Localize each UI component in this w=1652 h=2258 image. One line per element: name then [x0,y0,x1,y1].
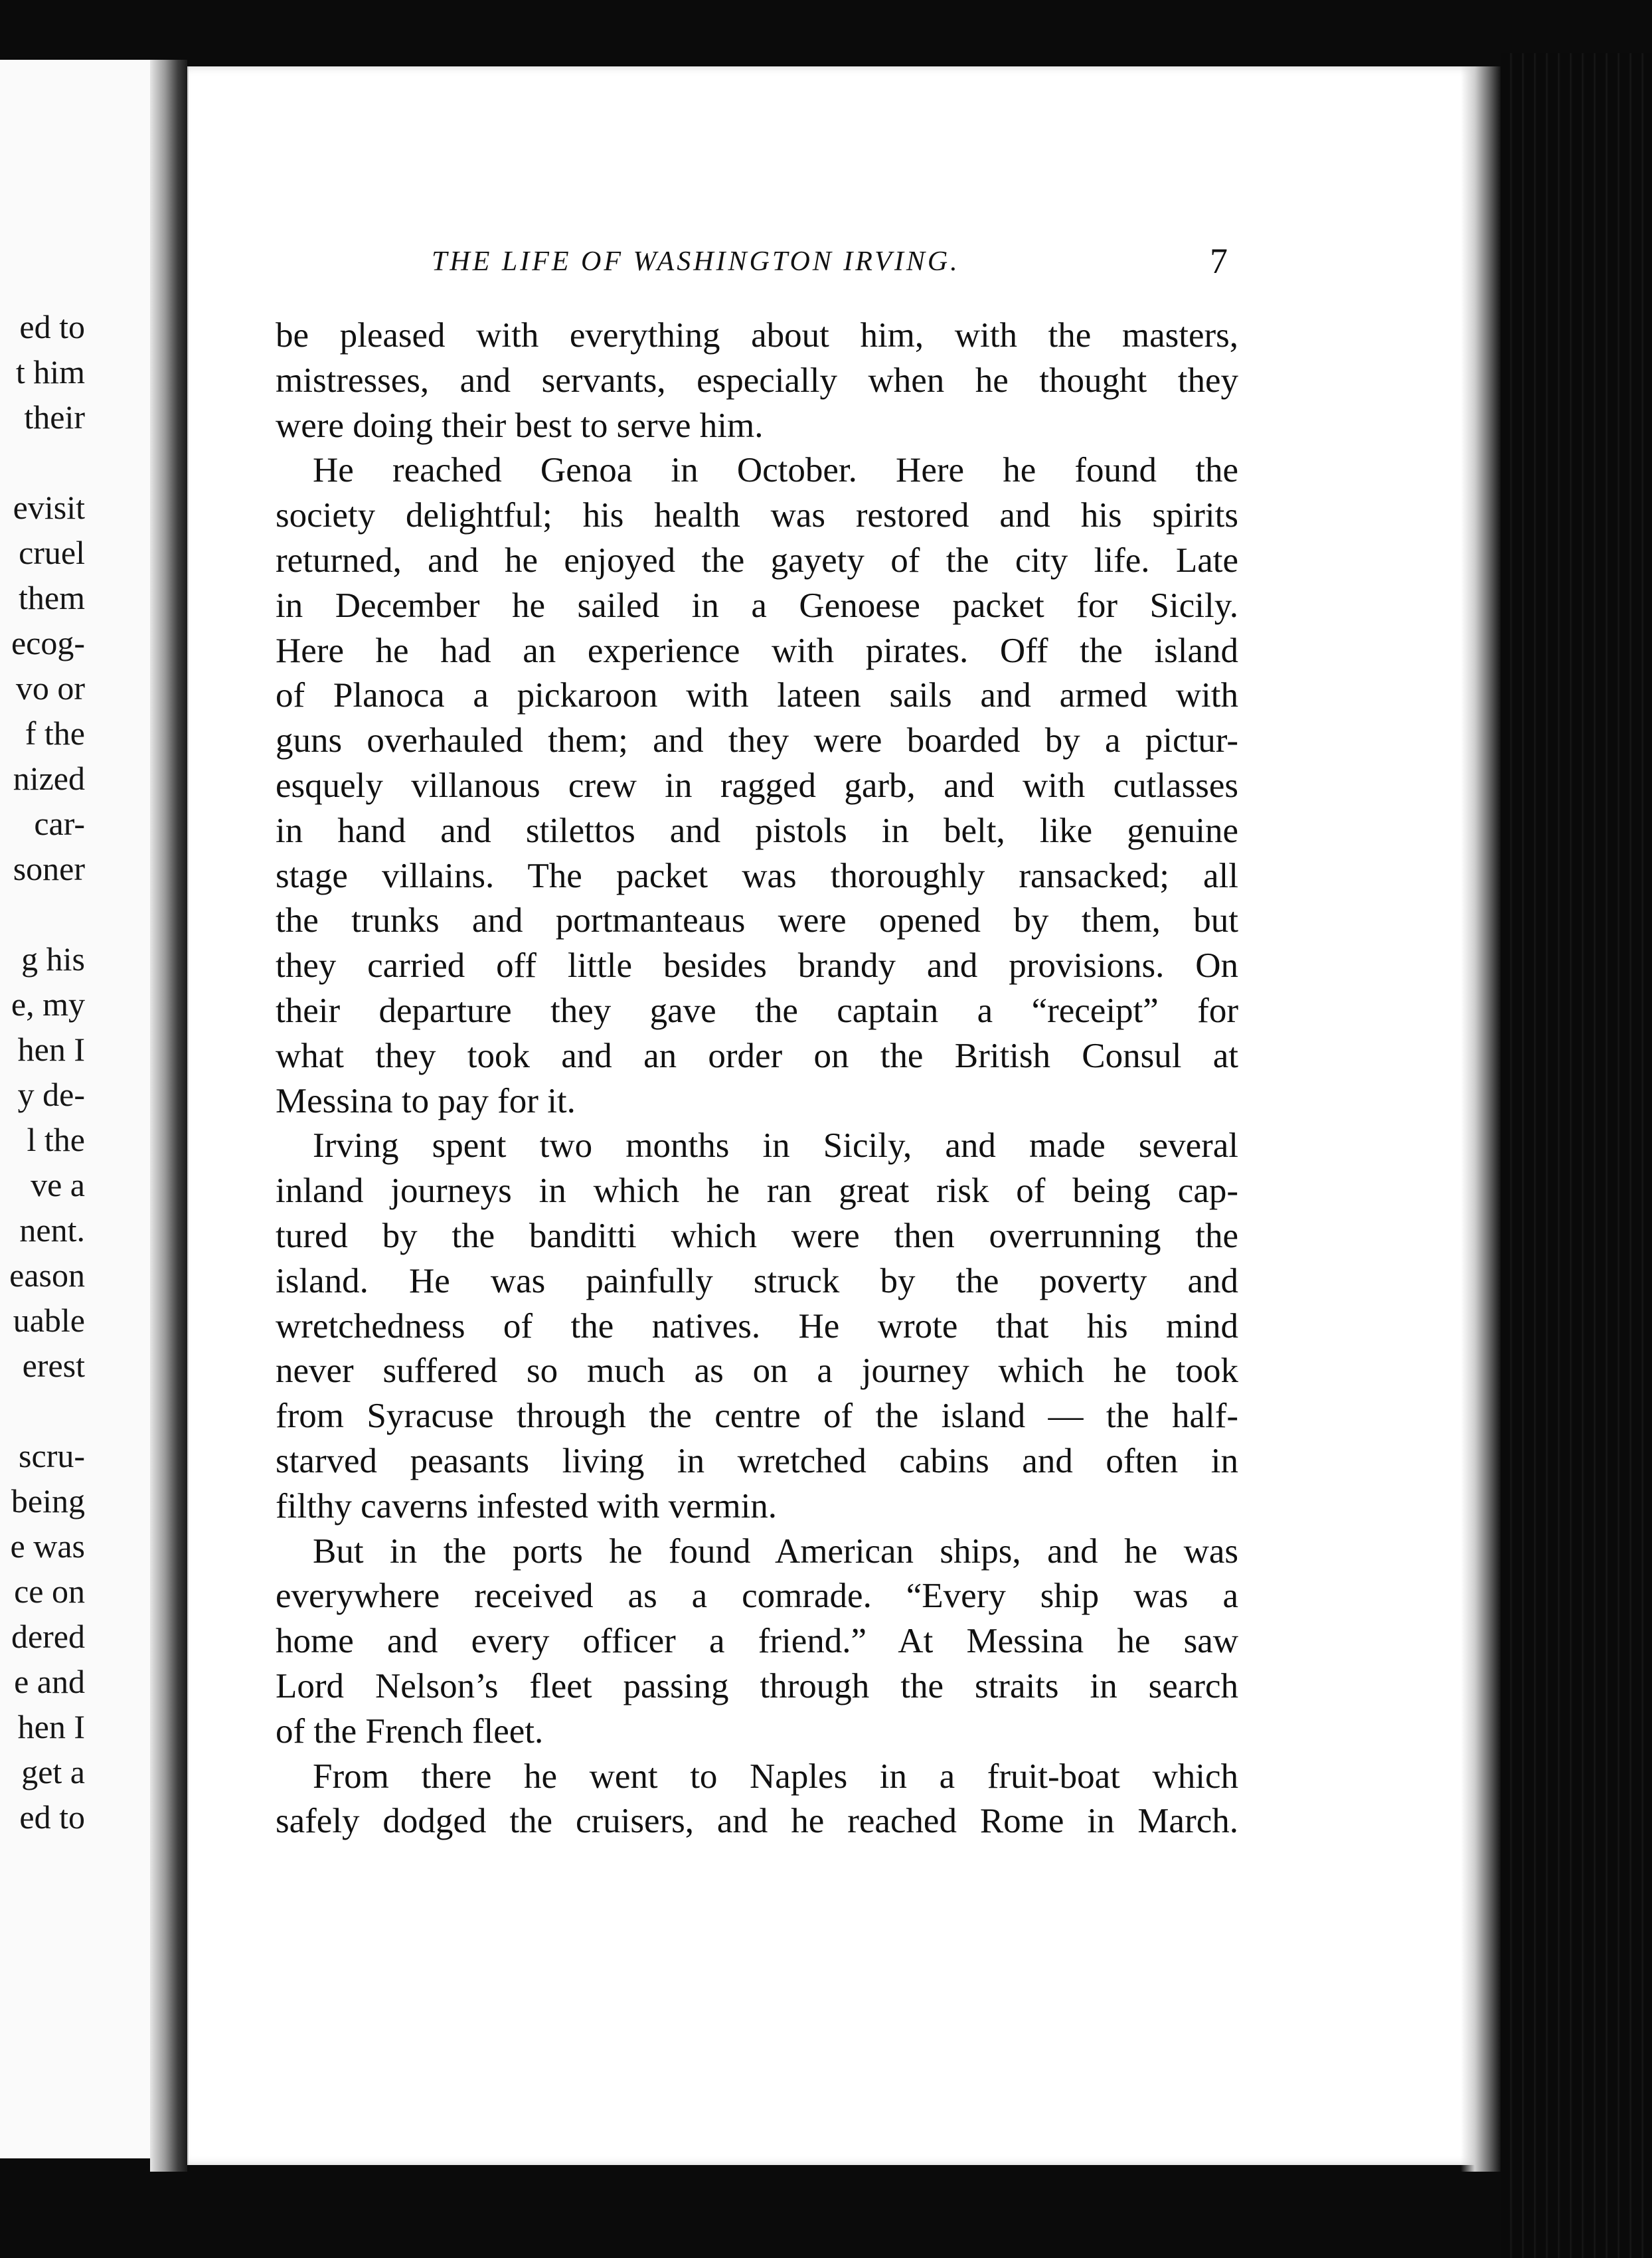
facing-page-line: soner [13,850,85,887]
page-edge-shadow [1461,66,1501,2172]
facing-page-line: g his [21,940,85,978]
text-line: society delightful; his health was restored and his spirits [276,496,1238,535]
book-gutter [150,60,187,2172]
text-line: He reached Genoa in October. Here he found the [313,451,1238,490]
text-line: everywhere received as a comrade. “Every ship was a [276,1577,1238,1616]
facing-page-line: eason [9,1257,85,1294]
text-line: But in the ports he found American ships, and he was [313,1531,1238,1571]
facing-page-line: e and [14,1663,85,1700]
text-line: starved peasants living in wretched cabins and often in [276,1441,1238,1480]
facing-page-line: e, my [11,986,85,1023]
facing-page-line: ed to [19,1798,85,1836]
facing-page-line: them [19,579,85,616]
text-line: wretchedness of the natives. He wrote that his mind [276,1306,1238,1346]
text-line: in hand and stilettos and pistols in belt, like genuine [276,811,1238,850]
running-title: THE LIFE OF WASHINGTON IRVING. [432,246,960,277]
text-line: esquely villanous crew in ragged garb, and with cutlasses [276,766,1238,805]
facing-page-line: ce on [14,1573,85,1610]
facing-page-line: nent. [19,1211,85,1249]
text-line: what they took and an order on the British Consul at [276,1036,1238,1075]
text-line: tured by the banditti which were then overrunning the [276,1216,1238,1255]
facing-page-line: being [11,1482,85,1520]
text-line: Here he had an experience with pirates. Off the island [276,631,1238,670]
facing-page-line: ecog- [11,624,85,661]
facing-page-line: hen I [17,1031,85,1068]
facing-page-line: f the [25,715,85,752]
text-line: From there he went to Naples in a fruit-boat which [313,1757,1238,1796]
text-line: filthy caverns infested with vermin. [276,1486,778,1525]
facing-page-line [0,891,85,936]
text-line: be pleased with everything about him, with the masters, [276,316,1238,355]
facing-page-line: get a [21,1753,85,1790]
text-line: their departure they gave the captain a “receipt” for [276,991,1238,1030]
text-line: were doing their best to serve him. [276,406,764,445]
facing-page-text [0,304,85,1840]
facing-page-line: their [24,398,85,436]
facing-page-line: l the [27,1121,85,1158]
text-line: Irving spent two months in Sicily, and made several [313,1126,1238,1166]
text-line: the trunks and portmanteaus were opened by them, but [276,901,1238,940]
text-line: of the French fleet. [276,1711,544,1751]
facing-page-line [0,440,85,485]
facing-page-line: y de- [17,1076,85,1113]
facing-page-line: scru- [19,1437,85,1474]
facing-page-line: uable [13,1302,85,1339]
text-line: stage villains. The packet was thoroughly ransacked; all [276,856,1238,895]
text-line: never suffered so much as on a journey which he took [276,1351,1238,1391]
facing-page-line [0,1388,85,1433]
scanner-background [1501,53,1652,2258]
text-line: Lord Nelson’s fleet passing through the straits in search [276,1666,1238,1705]
text-line: of Planoca a pickaroon with lateen sails and armed with [276,676,1238,715]
text-line: home and every officer a friend.” At Messina he saw [276,1622,1238,1661]
facing-page-line: car- [34,805,85,842]
text-line: inland journeys in which he ran great risk of being cap- [276,1172,1238,1211]
running-head [276,241,1238,286]
text-line: from Syracuse through the centre of the island — the half- [276,1397,1238,1436]
facing-page-line: e was [10,1527,85,1565]
facing-page-line: erest [22,1347,85,1384]
page-number: 7 [1210,241,1228,281]
facing-page-line: evisit [13,489,85,526]
facing-page-line: nized [13,760,85,797]
facing-page-line: hen I [17,1708,85,1745]
text-line: in December he sailed in a Genoese packet for Sicily. [276,586,1238,625]
text-line: island. He was painfully struck by the poverty and [276,1261,1238,1300]
text-line: mistresses, and servants, especially when he thought they [276,361,1238,400]
text-line: safely dodged the cruisers, and he reached Rome in March. [276,1802,1238,1841]
body-text [276,313,1238,1844]
text-line: they carried off little besides brandy and provisions. On [276,946,1238,986]
facing-page-line: ed to [19,308,85,345]
text-line: guns overhauled them; and they were boarded by a pictur- [276,721,1238,760]
facing-page-line: ve a [31,1166,85,1203]
facing-page-line: cruel [19,534,85,571]
facing-page-line: dered [11,1618,85,1655]
facing-page-line: t him [15,353,85,391]
text-line: returned, and he enjoyed the gayety of the city life. Late [276,541,1238,580]
facing-page-line: vo or [15,669,85,707]
text-line: Messina to pay for it. [276,1081,576,1120]
